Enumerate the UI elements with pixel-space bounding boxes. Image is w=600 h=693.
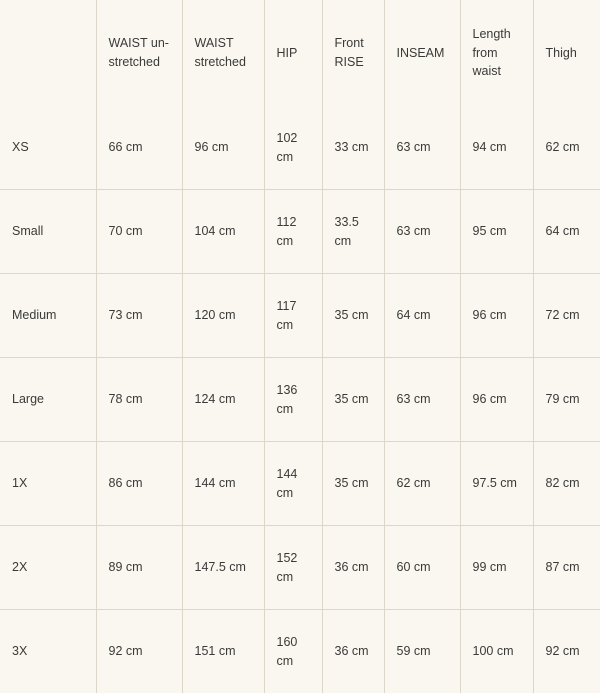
cell-front-rise: 33 cm [322,106,384,190]
cell-length-from-waist: 95 cm [460,190,533,274]
column-header-length-from-waist: Length from waist [460,0,533,106]
cell-inseam: 62 cm [384,442,460,526]
cell-inseam: 63 cm [384,106,460,190]
row-size-label: 1X [0,442,96,526]
cell-inseam: 59 cm [384,610,460,693]
table-row [0,106,600,190]
column-header-waist-unstretched: WAIST un-stretched [96,0,182,106]
cell-waist-stretched: 124 cm [182,358,264,442]
cell-thigh: 87 cm [533,526,600,610]
cell-hip: 102 cm [264,106,322,190]
column-header-front-rise: Front RISE [322,0,384,106]
header-row [0,0,600,106]
cell-hip: 152 cm [264,526,322,610]
row-size-label: Large [0,358,96,442]
cell-hip: 117 cm [264,274,322,358]
cell-waist-unstretched: 73 cm [96,274,182,358]
column-header-inseam: INSEAM [384,0,460,106]
cell-waist-unstretched: 66 cm [96,106,182,190]
cell-hip: 160 cm [264,610,322,693]
cell-waist-stretched: 147.5 cm [182,526,264,610]
table-row [0,610,600,693]
cell-inseam: 60 cm [384,526,460,610]
cell-inseam: 63 cm [384,358,460,442]
cell-hip: 144 cm [264,442,322,526]
row-size-label: 3X [0,610,96,693]
cell-length-from-waist: 99 cm [460,526,533,610]
cell-hip: 136 cm [264,358,322,442]
cell-length-from-waist: 96 cm [460,358,533,442]
row-size-label: Medium [0,274,96,358]
cell-hip: 112 cm [264,190,322,274]
cell-length-from-waist: 96 cm [460,274,533,358]
cell-waist-stretched: 96 cm [182,106,264,190]
cell-waist-unstretched: 92 cm [96,610,182,693]
cell-front-rise: 33.5 cm [322,190,384,274]
column-header-size [0,0,96,106]
cell-thigh: 64 cm [533,190,600,274]
cell-waist-stretched: 104 cm [182,190,264,274]
column-header-waist-stretched: WAIST stretched [182,0,264,106]
table-row [0,526,600,610]
table-row [0,274,600,358]
table-row [0,442,600,526]
table-row [0,190,600,274]
cell-waist-stretched: 144 cm [182,442,264,526]
row-size-label: XS [0,106,96,190]
cell-front-rise: 36 cm [322,610,384,693]
cell-waist-unstretched: 89 cm [96,526,182,610]
cell-front-rise: 35 cm [322,358,384,442]
cell-length-from-waist: 97.5 cm [460,442,533,526]
row-size-label: 2X [0,526,96,610]
column-header-hip: HIP [264,0,322,106]
cell-waist-unstretched: 86 cm [96,442,182,526]
table-body [0,106,600,693]
cell-length-from-waist: 100 cm [460,610,533,693]
cell-waist-unstretched: 70 cm [96,190,182,274]
column-header-thigh: Thigh [533,0,600,106]
cell-thigh: 62 cm [533,106,600,190]
cell-thigh: 72 cm [533,274,600,358]
row-size-label: Small [0,190,96,274]
cell-waist-unstretched: 78 cm [96,358,182,442]
cell-front-rise: 35 cm [322,442,384,526]
cell-inseam: 64 cm [384,274,460,358]
cell-inseam: 63 cm [384,190,460,274]
cell-thigh: 92 cm [533,610,600,693]
cell-thigh: 82 cm [533,442,600,526]
table-row [0,358,600,442]
cell-length-from-waist: 94 cm [460,106,533,190]
cell-front-rise: 35 cm [322,274,384,358]
cell-waist-stretched: 120 cm [182,274,264,358]
cell-waist-stretched: 151 cm [182,610,264,693]
table-header [0,0,600,106]
cell-thigh: 79 cm [533,358,600,442]
cell-front-rise: 36 cm [322,526,384,610]
